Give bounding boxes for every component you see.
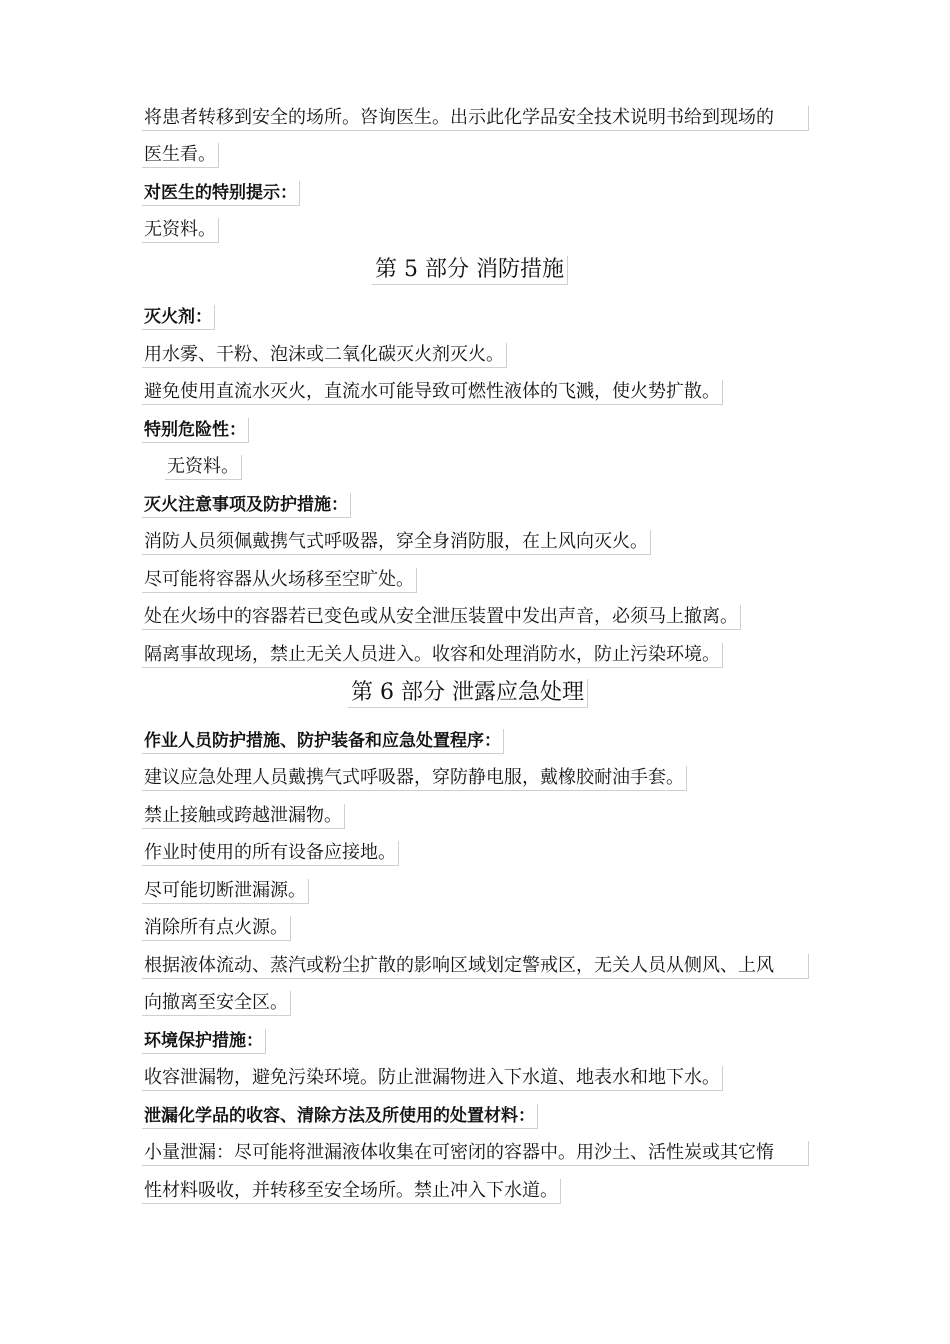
doctor-note-label: 对医生的特别提示： xyxy=(142,181,300,206)
fire-precaution-line3: 处在火场中的容器若已变色或从安全泄压装置中发出声音，必须马上撤离。 xyxy=(142,605,741,630)
personnel-protection-label: 作业人员防护措施、防护装备和应急处置程序： xyxy=(142,729,504,754)
special-hazard-label: 特别危险性： xyxy=(142,418,249,443)
fire-precaution-label: 灭火注意事项及防护措施： xyxy=(142,493,351,518)
environment-protection-label: 环境保护措施： xyxy=(142,1029,266,1054)
doctor-note-text: 无资料。 xyxy=(142,218,219,243)
cleanup-method-label: 泄漏化学品的收容、清除方法及所使用的处置材料： xyxy=(142,1104,538,1129)
personnel-protection-line4: 尽可能切断泄漏源。 xyxy=(142,879,309,904)
personnel-protection-line1: 建议应急处理人员戴携气式呼吸器，穿防静电服，戴橡胶耐油手套。 xyxy=(142,766,687,791)
personnel-protection-line5: 消除所有点火源。 xyxy=(142,916,291,941)
personnel-protection-line6a: 根据液体流动、蒸汽或粉尘扩散的影响区域划定警戒区，无关人员从侧风、上风 xyxy=(142,954,809,979)
personnel-protection-line6b: 向撤离至安全区。 xyxy=(142,991,291,1016)
section-5-heading: 第 5 部分 消防措施 xyxy=(372,256,568,285)
personnel-protection-line2: 禁止接触或跨越泄漏物。 xyxy=(142,804,345,829)
first-aid-text-line2: 医生看。 xyxy=(142,143,219,168)
extinguishing-agent-line2: 避免使用直流水灭火，直流水可能导致可燃性液体的飞溅，使火势扩散。 xyxy=(142,380,723,405)
cleanup-method-line2: 性材料吸收，并转移至安全场所。禁止冲入下水道。 xyxy=(142,1179,561,1204)
fire-precaution-line2: 尽可能将容器从火场移至空旷处。 xyxy=(142,568,417,593)
environment-protection-text: 收容泄漏物，避免污染环境。防止泄漏物进入下水道、地表水和地下水。 xyxy=(142,1066,723,1091)
section-6-heading: 第 6 部分 泄露应急处理 xyxy=(348,679,588,708)
fire-precaution-line1: 消防人员须佩戴携气式呼吸器，穿全身消防服，在上风向灭火。 xyxy=(142,530,651,555)
extinguishing-agent-line1: 用水雾、干粉、泡沫或二氧化碳灭火剂灭火。 xyxy=(142,343,507,368)
fire-precaution-line4: 隔离事故现场，禁止无关人员进入。收容和处理消防水，防止污染环境。 xyxy=(142,643,723,668)
personnel-protection-line3: 作业时使用的所有设备应接地。 xyxy=(142,841,399,866)
special-hazard-text: 无资料。 xyxy=(165,455,242,480)
cleanup-method-line1: 小量泄漏：尽可能将泄漏液体收集在可密闭的容器中。用沙土、活性炭或其它惰 xyxy=(142,1141,809,1166)
first-aid-text-line1: 将患者转移到安全的场所。咨询医生。出示此化学品安全技术说明书给到现场的 xyxy=(142,106,809,131)
extinguishing-agent-label: 灭火剂： xyxy=(142,305,215,330)
